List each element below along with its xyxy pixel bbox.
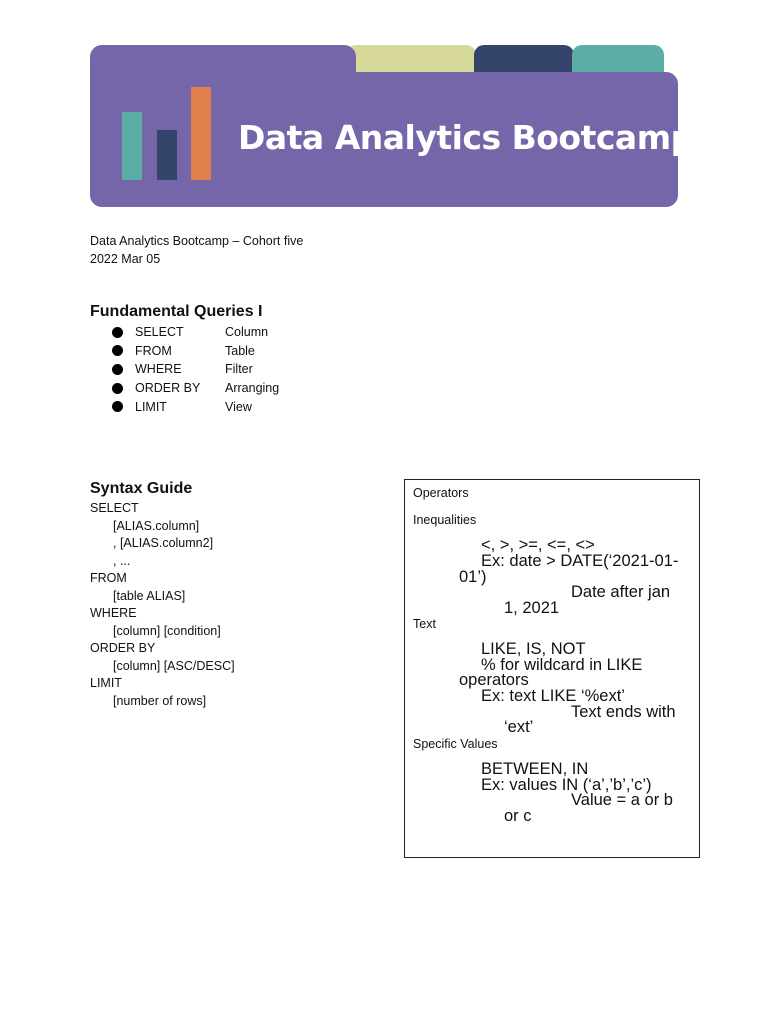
inequalities-label: Inequalities [413,513,477,527]
syntax-line: [ALIAS.column] [113,518,200,533]
bullet-icon [112,345,123,356]
syntax-line: WHERE [90,606,137,620]
inequality-operators: <, >, >=, <=, <> [481,536,595,554]
query-meaning: Arranging [225,381,280,396]
text-result: Text ends with [571,703,676,721]
text-wildcard: % for wildcard in LIKE [481,656,643,674]
text-operators: LIKE, IS, NOT [481,640,586,658]
query-keyword: LIMIT [135,399,167,414]
list-item [112,342,279,361]
list-item [112,379,279,398]
fundamentals-heading: Fundamental Queries I [90,303,263,320]
list-item [112,323,279,342]
inequality-example-cont: 01’) [459,568,487,586]
syntax-guide [90,500,235,710]
bar-chart-logo-bar-teal [122,112,142,180]
syntax-line: ORDER BY [90,641,156,655]
bullet-icon [112,401,123,412]
query-meaning: View [225,399,252,414]
syntax-line: , ... [113,553,131,568]
cohort-line: Data Analytics Bootcamp – Cohort five [90,234,304,248]
text-example: Ex: text LIKE ‘%ext’ [481,687,625,705]
bullet-icon [112,383,123,394]
bullet-icon [112,327,123,338]
query-meaning: Column [225,325,269,340]
bar-chart-logo-bar-orange [191,87,211,180]
text-wildcard-cont: operators [459,671,529,689]
syntax-line: [column] [condition] [113,623,221,638]
date-line: 2022 Mar 05 [90,252,161,266]
banner [0,0,768,220]
fundamentals-list [112,323,279,416]
query-meaning: Table [225,343,255,358]
syntax-heading: Syntax Guide [90,480,193,497]
specific-result-cont: or c [504,807,532,825]
text-label: Text [413,617,436,631]
banner-title: Data Analytics Bootcamp [238,118,694,157]
operators-title: Operators [413,486,469,500]
specific-values-label: Specific Values [413,737,498,751]
specific-result: Value = a or b [571,791,673,809]
syntax-line: SELECT [90,501,139,515]
query-keyword: WHERE [135,362,182,377]
query-meaning: Filter [225,362,253,377]
document-meta [90,232,303,268]
list-item [112,360,279,379]
inequality-result-cont: 1, 2021 [504,599,560,617]
query-keyword: ORDER BY [135,381,201,396]
syntax-line: FROM [90,571,127,585]
bar-chart-logo-bar-navy [157,130,177,180]
specific-example: Ex: values IN (‘a’,’b’,’c’) [481,776,652,794]
inequality-result: Date after jan [571,583,671,601]
text-result-cont: ‘ext’ [504,718,534,736]
syntax-line: LIMIT [90,676,122,690]
syntax-line: [number of rows] [113,693,207,708]
syntax-line: , [ALIAS.column2] [113,536,214,550]
inequality-example: Ex: date > DATE(‘2021-01- [481,552,679,570]
query-keyword: SELECT [135,325,184,340]
syntax-line: [table ALIAS] [113,588,186,603]
operators-box [404,479,700,858]
syntax-line: [column] [ASC/DESC] [113,658,235,673]
specific-operators: BETWEEN, IN [481,760,589,778]
bullet-icon [112,364,123,375]
query-keyword: FROM [135,343,172,358]
list-item [112,397,279,416]
